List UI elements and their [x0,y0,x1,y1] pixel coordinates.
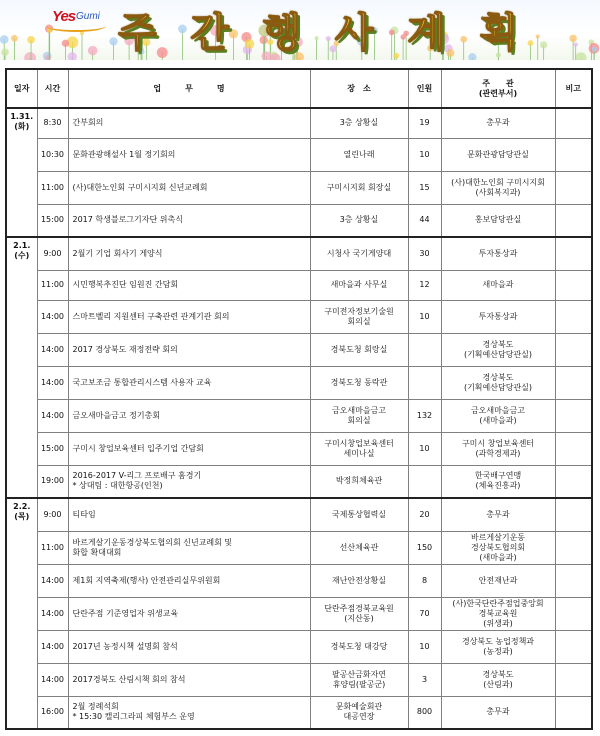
table-row [6,204,592,237]
place-cell: 경북도청 대강당 [310,630,408,663]
people-cell: 800 [408,696,441,729]
yes-gumi-logo [52,8,116,30]
place-cell: 3층 상황실 [310,108,408,138]
table-row [6,399,592,432]
date-cell: 1.31. (화) [6,108,37,237]
logo-gumi-text: Gumi [76,11,100,22]
time-cell: 8:30 [37,108,68,138]
note-cell [555,630,592,663]
note-cell [555,432,592,465]
flower-blossom [540,41,547,48]
work-cell: 시민행복추진단 임원진 간담회 [68,270,310,300]
people-cell [408,465,441,498]
table-row [6,597,592,630]
flower-blossom [569,35,577,43]
flower-blossom [62,40,69,47]
note-cell [555,399,592,432]
people-cell: 132 [408,399,441,432]
note-cell [555,300,592,333]
flower-blossom [576,52,587,60]
title-char: 획 [479,9,518,56]
date-cell: 2.1. (수) [6,237,37,498]
col-date-header: 일자 [6,69,37,108]
flower-blossom [574,42,578,46]
table-row [6,498,592,531]
host-cell: 홍보담당관실 [441,204,555,237]
host-cell: 구미시 창업보육센터 (과학경제과) [441,432,555,465]
host-cell: 총무과 [441,696,555,729]
host-cell: 경상북도 (기획예산담당관실) [441,366,555,399]
col-people-header: 인원 [408,69,441,108]
table-row [6,465,592,498]
time-cell: 11:00 [37,531,68,564]
note-cell [555,204,592,237]
table-row [6,696,592,729]
place-cell: 열린나래 [310,138,408,171]
table-row [6,300,592,333]
col-work-header: 업 무 명 [68,69,310,108]
host-cell: 경상북도 (산림과) [441,663,555,696]
flower-blossom [528,40,534,46]
work-cell: 2017경북도 산림시책 회의 참석 [68,663,310,696]
col-host-header: 주 관 (관련부서) [441,69,555,108]
time-cell: 14:00 [37,663,68,696]
table-row [6,432,592,465]
note-cell [555,270,592,300]
table-row [6,270,592,300]
note-cell [555,564,592,597]
host-cell: 투자통상과 [441,237,555,270]
people-cell: 30 [408,237,441,270]
place-cell: 구미시지회 회장실 [310,171,408,204]
weekly-schedule-table [5,68,593,730]
flower-blossom [88,46,98,56]
people-cell: 10 [408,300,441,333]
place-cell: 단란주점경북교육원 (지산동) [310,597,408,630]
people-cell [408,366,441,399]
flower-blossom [536,34,540,38]
time-cell: 14:00 [37,333,68,366]
people-cell: 10 [408,138,441,171]
flower-blossom [24,52,36,60]
place-cell: 선산체육관 [310,531,408,564]
table-row [6,366,592,399]
time-cell: 14:00 [37,597,68,630]
table-row [6,108,592,138]
table-row [6,663,592,696]
table-row [6,630,592,663]
people-cell: 44 [408,204,441,237]
note-cell [555,237,592,270]
host-cell: 바르게살기운동 경상북도협의회 (새마을과) [441,531,555,564]
time-cell: 14:00 [37,564,68,597]
work-cell: 구미시 창업보육센터 입주기업 간담회 [68,432,310,465]
work-cell: 스마트벨리 지원센터 구축관련 관계기관 회의 [68,300,310,333]
title-char: 사 [334,9,374,56]
time-cell: 9:00 [37,237,68,270]
work-cell: 2월 정례석회 * 15:30 캘리그라피 체험부스 운영 [68,696,310,729]
people-cell: 15 [408,171,441,204]
date-cell: 2.2. (목) [6,498,37,729]
people-cell: 12 [408,270,441,300]
flower-blossom [109,37,117,45]
place-cell: 구미시창업보육센터 세미나실 [310,432,408,465]
place-cell: 구미전자정보기술원 회의실 [310,300,408,333]
time-cell: 16:00 [37,696,68,729]
flower-blossom [468,53,476,60]
time-cell: 14:00 [37,630,68,663]
col-time-header: 시간 [37,69,68,108]
time-cell: 14:00 [37,399,68,432]
host-cell: (사)한국단란주점업중앙회 경북교육원 (위생과) [441,597,555,630]
host-cell: 금오새마을금고 (새마을과) [441,399,555,432]
place-cell: 3층 상황실 [310,204,408,237]
people-cell [408,333,441,366]
page-title [118,4,518,54]
place-cell: 박정희체육관 [310,465,408,498]
work-cell: 2017 학생블로그기자단 위촉식 [68,204,310,237]
title-char: 주 [118,9,157,56]
title-char: 계 [407,9,446,56]
work-cell: 간부회의 [68,108,310,138]
title-char: 간 [190,9,229,56]
place-cell: 새마을과 사무실 [310,270,408,300]
place-cell: 시청사 국기게양대 [310,237,408,270]
note-cell [555,663,592,696]
people-cell: 150 [408,531,441,564]
host-cell: 문화관광담당관실 [441,138,555,171]
host-cell: 새마을과 [441,270,555,300]
host-cell: 경상북도 (기획예산담당관실) [441,333,555,366]
work-cell: 2017 경상북도 재정전략 회의 [68,333,310,366]
flower-blossom [592,46,597,51]
title-char: 행 [262,9,302,56]
header-banner [0,0,600,60]
flower-blossom [27,36,35,44]
place-cell: 팔공산금화자연 휴양림(팔공군) [310,663,408,696]
work-cell: 2월기 기업 회사기 게양식 [68,237,310,270]
people-cell: 19 [408,108,441,138]
note-cell [555,108,592,138]
host-cell: 안전재난과 [441,564,555,597]
work-cell: 바르게살기운동경상북도협의회 신년교례회 및 화합 확대대회 [68,531,310,564]
time-cell: 19:00 [37,465,68,498]
flower-blossom [68,52,77,60]
time-cell: 15:00 [37,204,68,237]
place-cell: 문화예술회관 대공연장 [310,696,408,729]
place-cell: 경북도청 동락관 [310,366,408,399]
table-row [6,237,592,270]
host-cell: 경상북도 농업정책과 (농정과) [441,630,555,663]
place-cell: 경북도청 회랑실 [310,333,408,366]
flower-blossom [11,35,18,42]
table-row [6,333,592,366]
note-cell [555,333,592,366]
note-cell [555,171,592,204]
host-cell: 총무과 [441,498,555,531]
work-cell: 2016-2017 V-리그 프로배구 홈경기 * 상대팀 : 대한항공(인천) [68,465,310,498]
host-cell: (사)대한노인회 구미시지회 (사회복지과) [441,171,555,204]
note-cell [555,465,592,498]
people-cell: 20 [408,498,441,531]
note-cell [555,498,592,531]
table-row [6,171,592,204]
time-cell: 11:00 [37,171,68,204]
people-cell: 8 [408,564,441,597]
flower-blossom [0,35,9,44]
host-cell: 한국배구연맹 (체육진흥과) [441,465,555,498]
host-cell: 투자통상과 [441,300,555,333]
work-cell: 티타임 [68,498,310,531]
time-cell: 15:00 [37,432,68,465]
people-cell: 70 [408,597,441,630]
work-cell: 문화관광해설사 1월 정기회의 [68,138,310,171]
time-cell: 9:00 [37,498,68,531]
logo-yes-text: Yes [52,8,76,25]
table-row [6,138,592,171]
time-cell: 14:00 [37,366,68,399]
table-row [6,531,592,564]
work-cell: 단란주점 기준영업자 위생교육 [68,597,310,630]
note-cell [555,597,592,630]
host-cell: 총무과 [441,108,555,138]
col-note-header: 비고 [555,69,592,108]
work-cell: 제1회 지역축제(행사) 안전관리실무위원회 [68,564,310,597]
work-cell: (사)대한노인회 구미시지회 신년교례회 [68,171,310,204]
people-cell: 10 [408,432,441,465]
work-cell: 2017년 농정시책 설명회 참석 [68,630,310,663]
place-cell: 재난안전상황실 [310,564,408,597]
work-cell: 금오새마을금고 정기총회 [68,399,310,432]
place-cell: 금오새마을금고 회의실 [310,399,408,432]
table-header-row [6,69,592,108]
people-cell: 10 [408,630,441,663]
time-cell: 14:00 [37,300,68,333]
table-row [6,564,592,597]
note-cell [555,696,592,729]
note-cell [555,138,592,171]
note-cell [555,531,592,564]
col-place-header: 장 소 [310,69,408,108]
time-cell: 10:30 [37,138,68,171]
note-cell [555,366,592,399]
flower-blossom [1,48,9,56]
work-cell: 국고보조금 통합관리시스템 사용자 교육 [68,366,310,399]
place-cell: 국제통상협력실 [310,498,408,531]
people-cell: 3 [408,663,441,696]
time-cell: 11:00 [37,270,68,300]
